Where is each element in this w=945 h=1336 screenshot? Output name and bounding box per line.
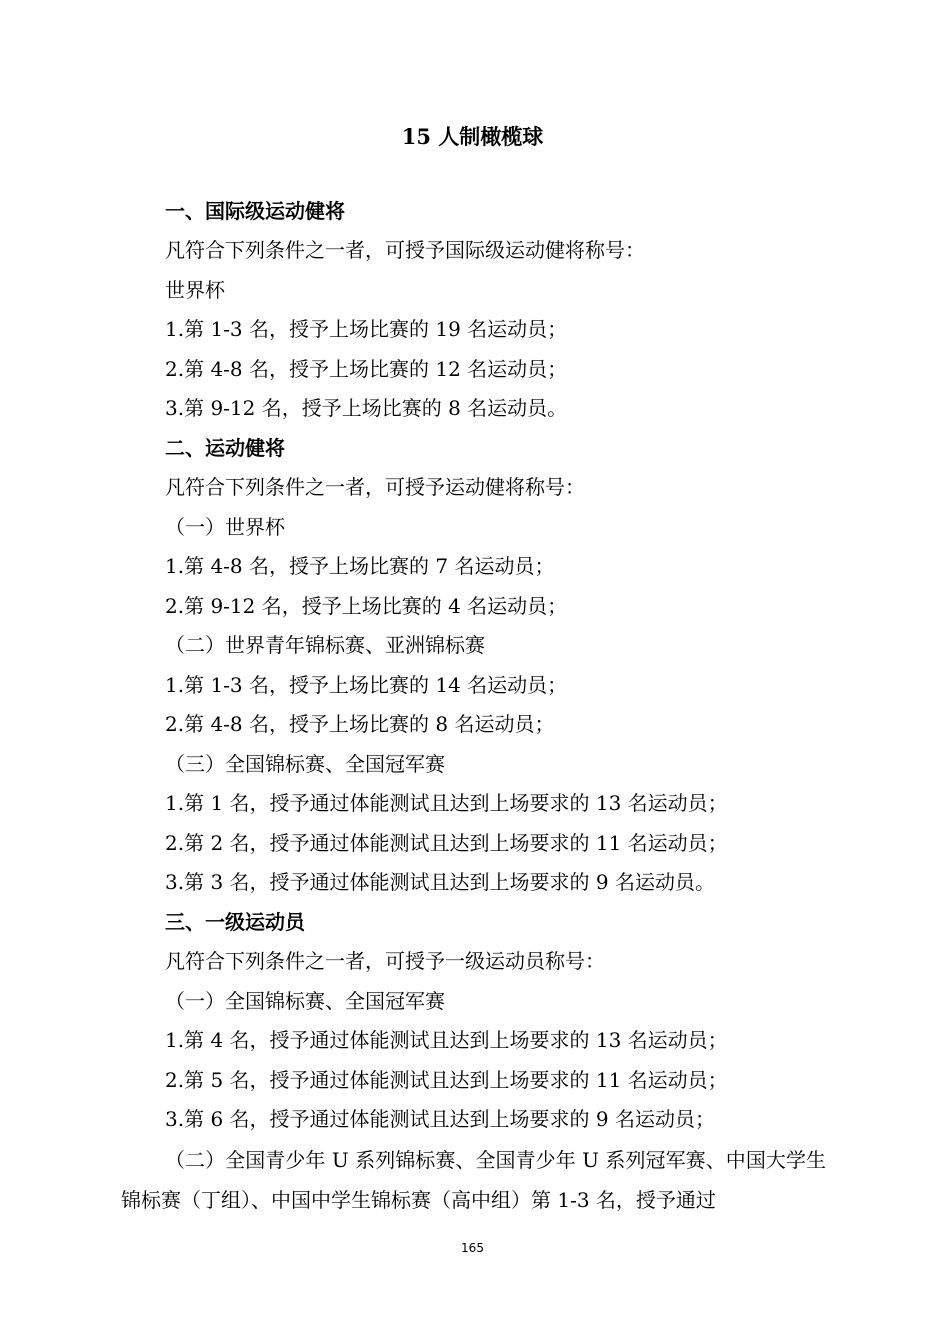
list-item: 1.第 4 名，授予通过体能测试且达到上场要求的 13 名运动员； (165, 1028, 728, 1052)
subsection-title: （三）全国锦标赛、全国冠军赛 (165, 752, 445, 776)
subsection-title: （一）全国锦标赛、全国冠军赛 (165, 989, 445, 1013)
page-number: 165 (461, 1241, 484, 1255)
list-item: 2.第 4-8 名，授予上场比赛的 8 名运动员； (165, 712, 555, 736)
list-item: 1.第 4-8 名，授予上场比赛的 7 名运动员； (165, 554, 555, 578)
section-intro: 凡符合下列条件之一者，可授予一级运动员称号： (165, 949, 605, 973)
list-item: 1.第 1-3 名，授予上场比赛的 14 名运动员； (165, 673, 568, 697)
section-heading: 二、运动健将 (165, 436, 285, 460)
page-title: 15 人制橄榄球 (401, 124, 544, 149)
list-item: 2.第 9-12 名，授予上场比赛的 4 名运动员； (165, 594, 568, 618)
subsection-title: （二）世界青年锦标赛、亚洲锦标赛 (165, 633, 485, 657)
subsection-title: 世界杯 (165, 278, 225, 302)
section-intro: 凡符合下列条件之一者，可授予国际级运动健将称号： (165, 238, 645, 262)
subsection-title: （一）世界杯 (165, 515, 285, 539)
list-item: 2.第 4-8 名，授予上场比赛的 12 名运动员； (165, 357, 568, 381)
section-heading: 一、国际级运动健将 (165, 199, 345, 223)
section-heading: 三、一级运动员 (165, 910, 305, 934)
list-item: 3.第 9-12 名，授予上场比赛的 8 名运动员。 (165, 396, 568, 420)
list-item: 1.第 1 名，授予通过体能测试且达到上场要求的 13 名运动员； (165, 791, 728, 815)
list-item: 1.第 1-3 名，授予上场比赛的 19 名运动员； (165, 317, 568, 341)
list-item: 2.第 2 名，授予通过体能测试且达到上场要求的 11 名运动员； (165, 831, 728, 855)
list-item: 3.第 6 名，授予通过体能测试且达到上场要求的 9 名运动员； (165, 1107, 715, 1131)
list-item: 3.第 3 名，授予通过体能测试且达到上场要求的 9 名运动员。 (165, 870, 715, 894)
subsection-paragraph: （二）全国青少年 U 系列锦标赛、全国青少年 U 系列冠军赛、中国大学生锦标赛（丁组）、中国中学生锦标赛（高中组）第 1-3 名，授予通过 (121, 1148, 826, 1212)
section-intro: 凡符合下列条件之一者，可授予运动健将称号： (165, 475, 585, 499)
list-item: 2.第 5 名，授予通过体能测试且达到上场要求的 11 名运动员； (165, 1068, 728, 1092)
